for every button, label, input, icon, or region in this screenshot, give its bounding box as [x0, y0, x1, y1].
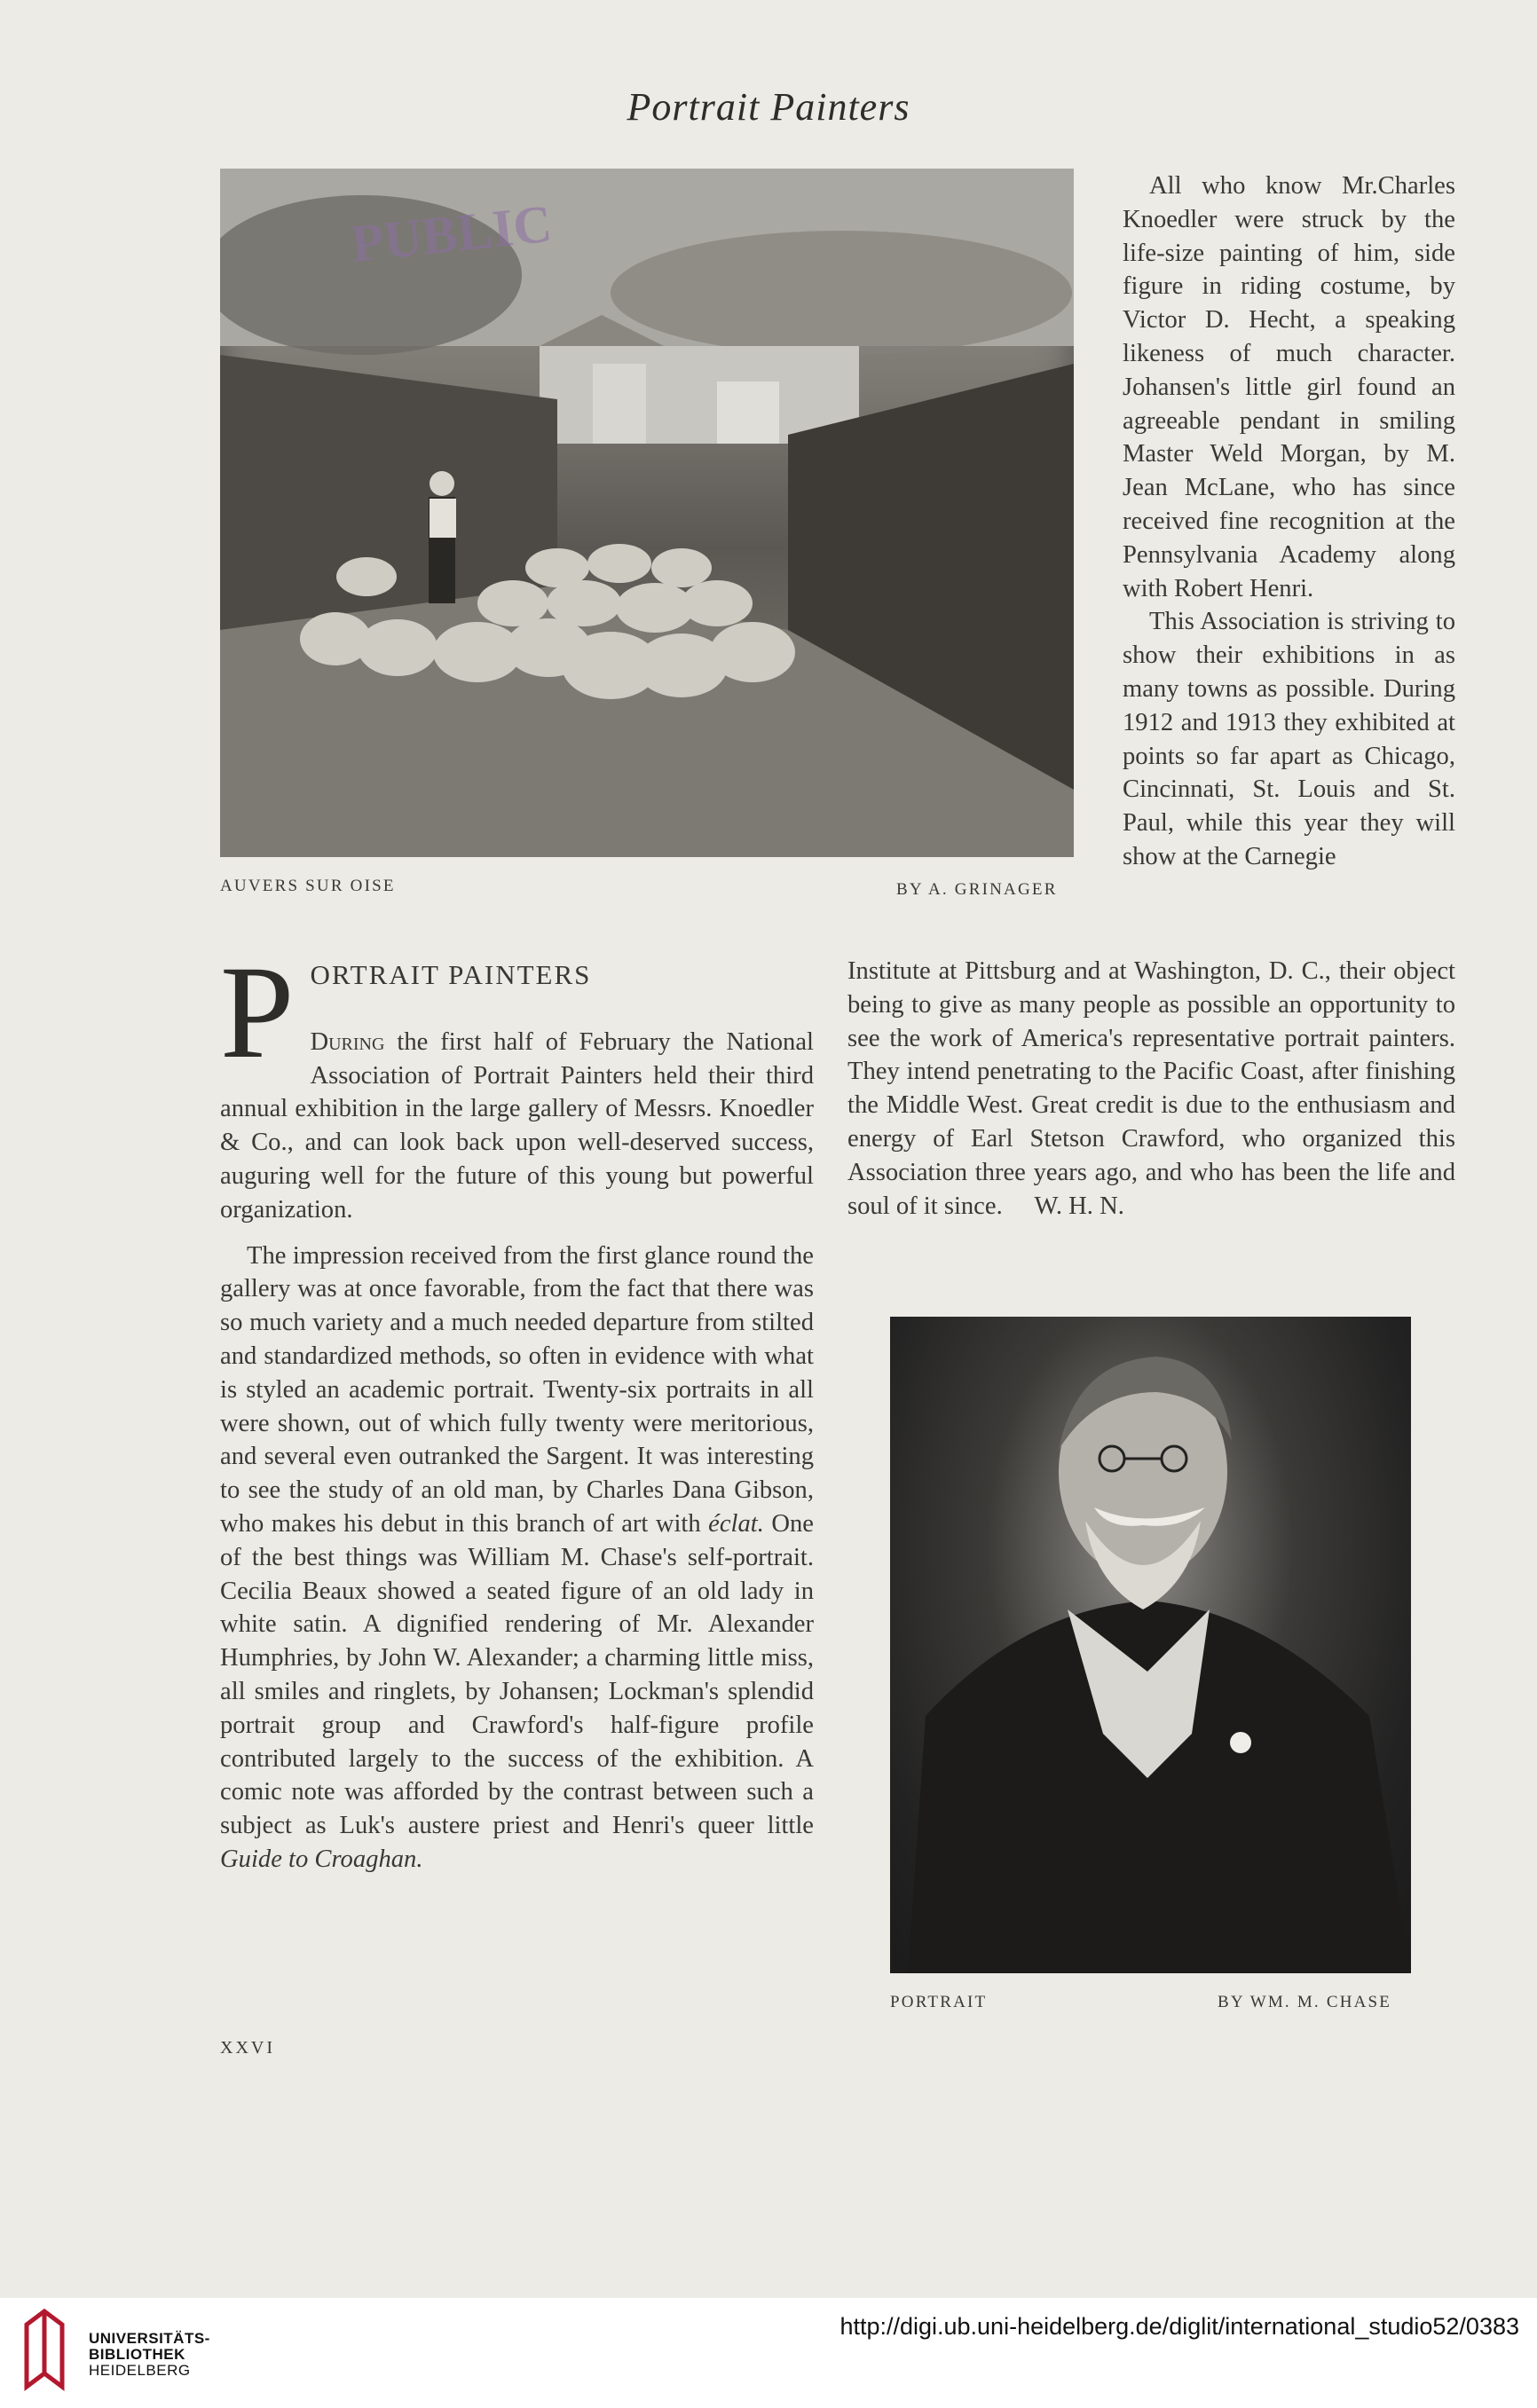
plate-sheep-painting: [220, 169, 1074, 857]
right-column-top: [1123, 169, 1455, 874]
running-head: Portrait Painters: [627, 85, 910, 129]
second-paragraph-part-a: The impression received from the first glance round the gallery was at once favorable, from the fact that there was so much variety and a much needed departure from stilted and standardized methods, so often in evidence with what is styled an academic portrait. Twenty-six portraits in all were shown, out of which fully twenty were meritorious, and several even outranked the Sargent. It was interesting to see the study of an old man, by Charles Dana Gibson, who makes his debut in this branch of art with: [220, 1241, 814, 1538]
lead-in: During: [310, 1027, 385, 1056]
paragraph-knoedler: All who know Mr.Charles Knoedler were struck by the life-size painting of him, side figure in riding costume, by Victor D. Hecht, a speaking likeness of much character. Johansen's little girl found an agreeable pendant in smiling Master Weld Morgan, by M. Jean McLane, who has since received fine recognition at the Pennsylvania Academy along with Robert Henri.: [1123, 172, 1455, 602]
plate-portrait: [890, 1317, 1411, 1973]
second-paragraph-part-b: One of the best things was William M. Chase's self-portrait. Cecilia Beaux showed a seated figure of an old lady in white satin. A dignified rendering of Mr. Alexander Humphries, by John W. Alexander; a charming little miss, all smiles and ringlets, by Johansen; Lockman's splendid portrait group and Crawford's half-figure profile contributed largely to the success of the exhibition. A comic note was afforded by the contrast between such a subject as Luk's austere priest and Henri's queer little: [220, 1509, 814, 1840]
paragraph-institute: [847, 955, 1455, 1223]
plate-2-right-caption: BY WM. M. CHASE: [1218, 1993, 1392, 2011]
plate-1-left-caption: AUVERS SUR OISE: [220, 877, 396, 895]
library-name: [89, 2331, 210, 2379]
author-signature: W. H. N.: [1034, 1192, 1124, 1220]
first-paragraph-text: the first half of February the National Association of Portrait Painters held their third annual exhibition in the large gallery of Messrs. Knoedler & Co., and can look back upon well-deserved success, auguring well for the future of this young but powerful organization.: [220, 1027, 814, 1224]
library-line-3: HEIDELBERG: [89, 2362, 191, 2379]
library-stamp: PUBLIC: [348, 193, 555, 273]
first-paragraph: [220, 939, 814, 1227]
library-logo-icon: [18, 2307, 71, 2396]
paragraph-association: This Association is striving to show their exhibitions in as many towns as possible. During 1912 and 1913 they exhibited at points so far apart as Chicago, Cincinnati, St. Louis and St. Paul, while this year they will show at the Carnegie: [1123, 608, 1455, 870]
plate-2-left-caption: PORTRAIT: [890, 1993, 988, 2011]
plate-1-right-caption: BY A. GRINAGER: [896, 880, 1058, 899]
guide-title-italic: Guide to Croaghan.: [220, 1845, 423, 1873]
right-column-bottom: [847, 955, 1455, 1223]
library-line-1: UNIVERSITÄTS-: [89, 2330, 210, 2347]
eclat-italic: éclat.: [708, 1509, 764, 1538]
page-number: XXVI: [220, 2038, 275, 2058]
sheep-painting-image: [220, 169, 1074, 857]
dropcap: P: [220, 939, 295, 1086]
section-heading: ORTRAIT PAINTERS: [310, 959, 592, 990]
footer-url-link[interactable]: http://digi.ub.uni-heidelberg.de/diglit/international_studio52/0383: [839, 2313, 1519, 2340]
library-line-2: BIBLIOTHEK: [89, 2346, 185, 2363]
portrait-image: [890, 1317, 1411, 1973]
paragraph-institute-text: Institute at Pittsburg and at Washington, D. C., their object being to give as many people as possible an opportunity to see the work of America's representative portrait painters. They intend penetrating to the Pacific Coast, after finishing the Middle West. Great credit is due to the enthusiasm and energy of Earl Stetson Crawford, who organized this Association three years ago, and who has been the life and soul of it since.: [847, 957, 1455, 1220]
article-left-column: [220, 939, 814, 1877]
second-paragraph: [220, 1239, 814, 1877]
